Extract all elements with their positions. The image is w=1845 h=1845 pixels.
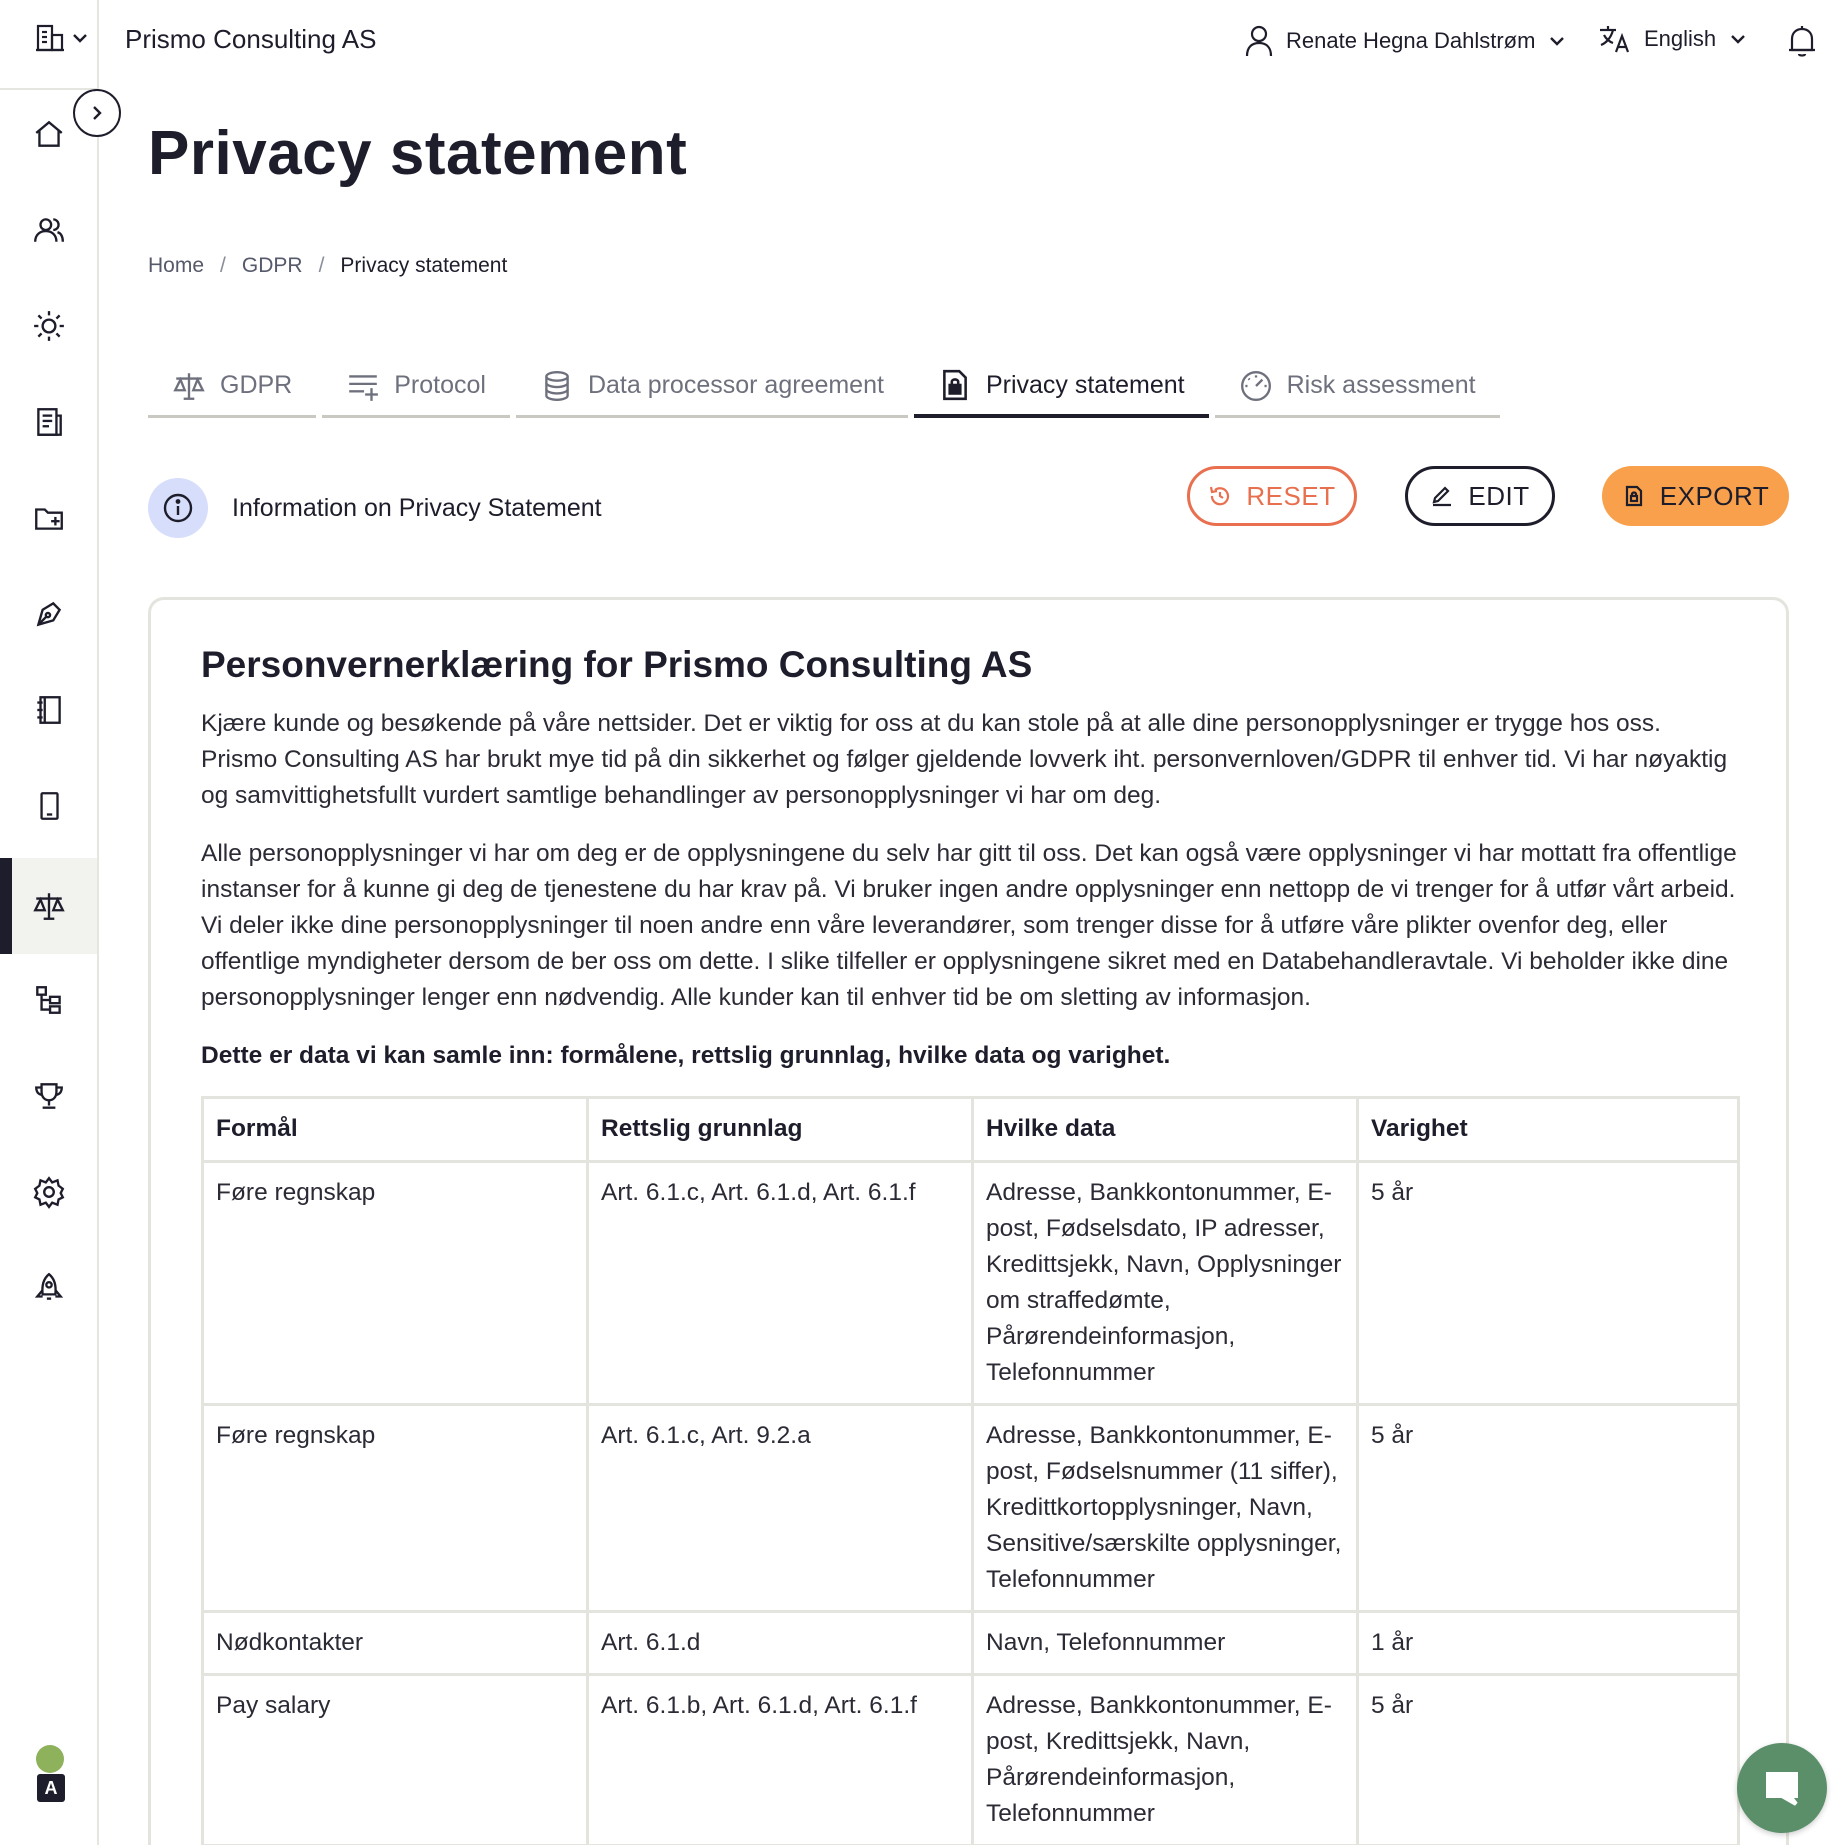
document-body xyxy=(201,644,1741,1845)
user-name: Renate Hegna Dahlstrøm xyxy=(1286,28,1536,53)
chat-icon xyxy=(1760,1766,1804,1810)
sidebar-item-trophy[interactable] xyxy=(0,1048,97,1144)
chevron-down-icon xyxy=(1728,29,1748,49)
edit-label: EDIT xyxy=(1468,480,1530,511)
tab-label: GDPR xyxy=(220,371,293,399)
reset-icon xyxy=(1208,484,1232,508)
sidebar-item-users[interactable] xyxy=(0,182,97,278)
document-paragraph: Kjære kunde og besøkende på våre nettsider. Det er viktig for oss at du kan stole på at alle dine personopplysninger er trygge hos oss. Prismo Consulting AS har brukt mye tid på din sikkerhet og følger gjeldende lovverk iht. personvernloven/GDPR til enhver tid. Vi har nøyaktig og samvittighetsfullt vurdert samtlige behandlinger av personopplysninger vi har om deg. xyxy=(201,710,1728,809)
tab-privacy-statement[interactable] xyxy=(914,356,1209,418)
cell-legal-basis: Art. 6.1.c, Art. 9.2.a xyxy=(588,1405,973,1612)
data-collection-table xyxy=(201,1096,1740,1845)
translate-icon xyxy=(1598,24,1632,54)
chevron-right-icon xyxy=(87,103,107,123)
sidebar-item-sun[interactable] xyxy=(0,278,97,374)
privacy-statement-info[interactable] xyxy=(148,478,602,538)
breadcrumb-separator: / xyxy=(318,254,325,277)
sidebar-item-notebook[interactable] xyxy=(0,662,97,758)
table-row xyxy=(203,1612,1739,1675)
document-heading: Personvernerklæring for Prismo Consulting AS xyxy=(201,644,1033,685)
table-header-row xyxy=(203,1098,1739,1162)
export-button[interactable] xyxy=(1602,466,1789,526)
cell-data: Navn, Telefonnummer xyxy=(973,1612,1358,1675)
tab-gdpr[interactable] xyxy=(148,356,316,418)
breadcrumb-home[interactable]: Home xyxy=(148,254,205,277)
export-label: EXPORT xyxy=(1659,480,1770,511)
database-icon xyxy=(540,369,574,403)
gear-icon xyxy=(32,1175,66,1209)
notifications-button[interactable] xyxy=(1786,24,1818,65)
cell-data: Adresse, Bankkontonummer, E-post, Kredittsjekk, Navn, Pårørendeinformasjon, Telefonnummer xyxy=(973,1675,1358,1845)
export-document-icon xyxy=(1622,484,1646,508)
sidebar-item-documents[interactable] xyxy=(0,374,97,470)
edit-button[interactable] xyxy=(1405,466,1555,526)
sidebar-item-hierarchy[interactable] xyxy=(0,952,97,1048)
pen-nib-icon xyxy=(32,597,66,631)
language-badge[interactable]: A xyxy=(37,1774,65,1802)
organization-name: Prismo Consulting AS xyxy=(125,24,377,54)
chat-widget-button[interactable] xyxy=(1737,1743,1827,1833)
bell-icon xyxy=(1786,24,1818,60)
table-row xyxy=(203,1675,1739,1845)
column-header-purpose: Formål xyxy=(203,1098,588,1162)
breadcrumb-gdpr[interactable]: GDPR xyxy=(241,254,303,277)
cell-legal-basis: Art. 6.1.d xyxy=(588,1612,973,1675)
language-menu[interactable] xyxy=(1598,24,1748,54)
column-header-legal-basis: Rettslig grunnlag xyxy=(588,1098,973,1162)
column-header-data: Hvilke data xyxy=(973,1098,1358,1162)
sidebar-item-gdpr[interactable] xyxy=(0,858,97,954)
sun-icon xyxy=(32,309,66,343)
building-icon xyxy=(34,22,66,54)
cell-data: Adresse, Bankkontonummer, E-post, Fødselsnummer (11 siffer), Kredittkortopplysninger, Navn, Sensitive/særskilte opplysninger, Telefonnummer xyxy=(973,1405,1358,1612)
sidebar-expand-button[interactable] xyxy=(73,89,121,137)
tab-label: Risk assessment xyxy=(1286,371,1476,399)
sidebar-item-settings[interactable] xyxy=(0,1144,97,1240)
info-text: Information on Privacy Statement xyxy=(232,493,602,522)
breadcrumb-separator: / xyxy=(220,254,226,277)
tab-label: Privacy statement xyxy=(985,370,1185,399)
tab-label: Data processor agreement xyxy=(587,371,884,399)
cell-duration: 5 år xyxy=(1358,1162,1739,1405)
gauge-icon xyxy=(1239,369,1273,403)
sidebar xyxy=(0,0,99,1845)
sidebar-item-device[interactable] xyxy=(0,758,97,854)
tab-risk-assessment[interactable] xyxy=(1215,356,1500,418)
cell-purpose: Nødkontakter xyxy=(203,1612,588,1675)
sidebar-item-launch[interactable] xyxy=(0,1240,97,1336)
document-list-icon xyxy=(32,405,66,439)
lock-document-icon xyxy=(938,368,972,402)
chevron-down-icon xyxy=(70,28,90,48)
sidebar-item-folders[interactable] xyxy=(0,470,97,566)
cell-legal-basis: Art. 6.1.c, Art. 6.1.d, Art. 6.1.f xyxy=(588,1162,973,1405)
organization-switcher[interactable] xyxy=(34,22,90,54)
info-icon xyxy=(148,478,208,538)
pencil-icon xyxy=(1430,484,1454,508)
rocket-icon xyxy=(32,1271,66,1305)
scale-icon xyxy=(32,889,66,923)
table-row xyxy=(203,1162,1739,1405)
language-label: English xyxy=(1644,26,1717,51)
sidebar-header xyxy=(0,0,99,90)
cell-purpose: Føre regnskap xyxy=(203,1162,588,1405)
scale-icon xyxy=(172,369,206,403)
table-intro: Dette er data vi kan samle inn: formålene, rettslig grunnlag, hvilke data og varighet. xyxy=(201,1042,1171,1069)
privacy-statement-document xyxy=(148,597,1789,1845)
table-row xyxy=(203,1405,1739,1612)
hierarchy-icon xyxy=(32,983,66,1017)
reset-button[interactable] xyxy=(1187,466,1357,526)
page-title: Privacy statement xyxy=(148,119,688,188)
folder-add-icon xyxy=(32,501,66,535)
chevron-down-icon xyxy=(1547,31,1567,51)
status-indicator xyxy=(36,1745,64,1773)
cell-data: Adresse, Bankkontonummer, E-post, Fødselsdato, IP adresser, Kredittsjekk, Navn, Opplysninger om straffedømte, Pårørendeinformasjon, Telefonnummer xyxy=(973,1162,1358,1405)
user-icon xyxy=(1244,24,1274,58)
breadcrumb-current: Privacy statement xyxy=(340,254,508,277)
tab-label: Protocol xyxy=(394,371,486,399)
cell-purpose: Pay salary xyxy=(203,1675,588,1845)
trophy-icon xyxy=(32,1079,66,1113)
home-icon xyxy=(32,117,66,151)
tab-protocol[interactable] xyxy=(322,356,510,418)
sidebar-item-signing[interactable] xyxy=(0,566,97,662)
reset-label: RESET xyxy=(1246,480,1336,511)
column-header-duration: Varighet xyxy=(1358,1098,1739,1162)
list-add-icon xyxy=(346,369,380,403)
cell-duration: 5 år xyxy=(1358,1675,1739,1845)
cell-purpose: Føre regnskap xyxy=(203,1405,588,1612)
cell-duration: 1 år xyxy=(1358,1612,1739,1675)
breadcrumb xyxy=(148,254,507,278)
tab-bar xyxy=(148,356,1500,418)
cell-legal-basis: Art. 6.1.b, Art. 6.1.d, Art. 6.1.f xyxy=(588,1675,973,1845)
document-paragraph: Alle personopplysninger vi har om deg er de opplysningene du selv har gitt til oss. Det kan også være opplysninger vi har mottatt fra offentlige instanser for å kunne gi deg de tjenestene du har krav på. Vi bruker ingen andre opplysninger enn nettopp de vi trenger for å utfør vårt arbeid. Vi deler ikke dine personopplysninger til noen andre enn våre leverandører, som trenger disse for å utføre våre plikter ovenfor deg, eller offentlige myndigheter dersom de ber oss om dette. I slike tilfeller er opplysningene sikret med en Databehandleravtale. Vi beholder ikke dine personopplysninger lenger enn nødvendig. Alle kunder kan til enhver tid be om sletting av informasjon. xyxy=(201,840,1737,1011)
tablet-icon xyxy=(32,789,66,823)
users-icon xyxy=(32,213,66,247)
user-menu[interactable] xyxy=(1244,24,1567,58)
tab-data-processor-agreement[interactable] xyxy=(516,356,908,418)
notebook-icon xyxy=(32,693,66,727)
cell-duration: 5 år xyxy=(1358,1405,1739,1612)
